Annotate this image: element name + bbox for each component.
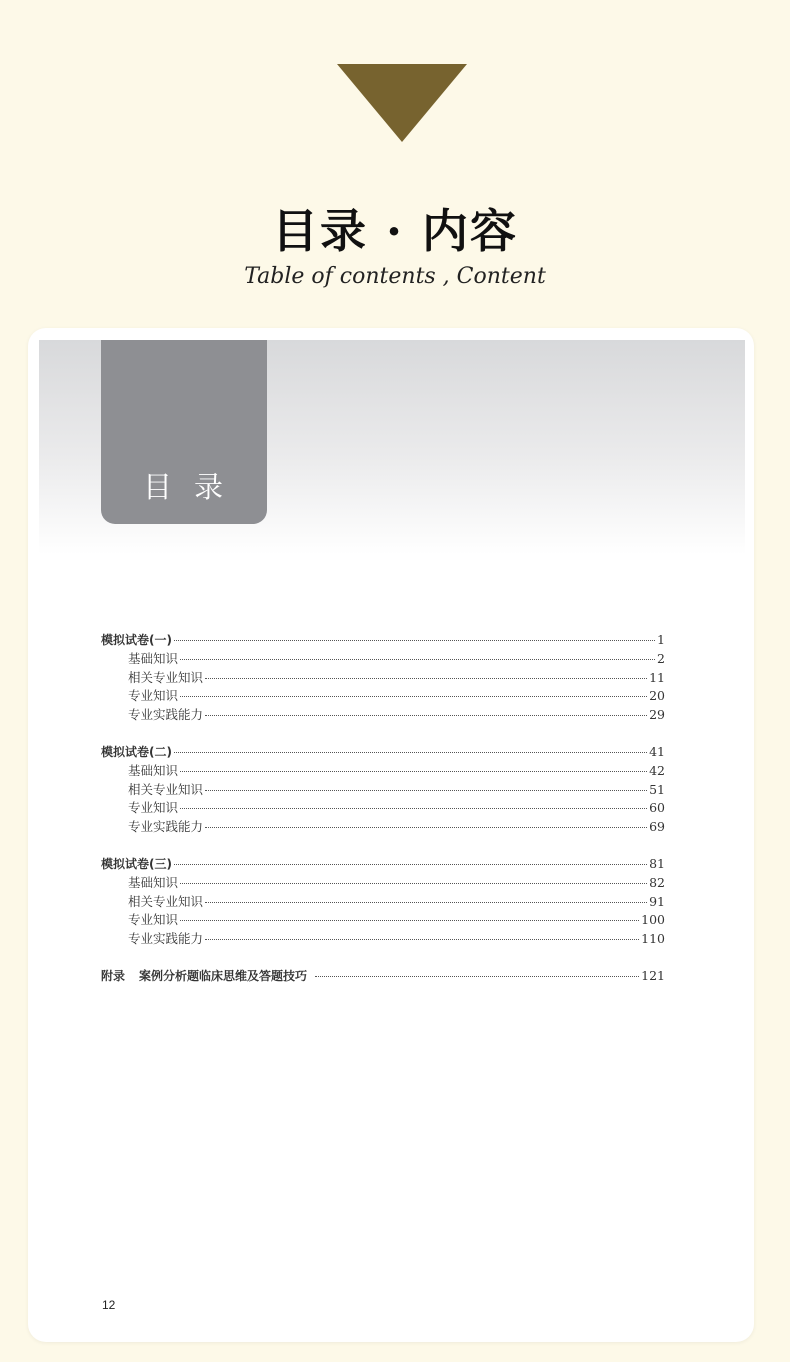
toc-entry[interactable] — [101, 781, 665, 800]
toc-entry-page: 69 — [649, 819, 665, 835]
dot-leader — [180, 658, 655, 660]
dot-leader — [174, 751, 647, 753]
toc-entry-label: 专业实践能力 — [128, 707, 204, 723]
toc-entry-page: 82 — [649, 874, 665, 890]
toc-entry-page: 2 — [657, 650, 665, 666]
decorative-triangle-icon — [337, 64, 467, 142]
dot-leader — [205, 714, 647, 716]
toc-entry-label: 专业知识 — [128, 688, 179, 704]
dot-leader — [180, 695, 647, 697]
toc-section — [101, 855, 665, 949]
dot-leader — [205, 938, 639, 940]
toc-entry[interactable] — [101, 762, 665, 781]
toc-entry[interactable] — [101, 855, 665, 874]
toc-entry-page: 121 — [641, 967, 665, 983]
toc-entry[interactable] — [101, 799, 665, 818]
dot-leader — [180, 919, 639, 921]
toc-entry-label: 专业实践能力 — [128, 819, 204, 835]
page-title: 目录 · 内容 — [271, 204, 519, 258]
toc-entry-label: 基础知识 — [128, 762, 179, 778]
toc-entry[interactable] — [101, 669, 665, 688]
document-card — [28, 328, 754, 1342]
toc-entry[interactable] — [101, 706, 665, 725]
toc-entry-label: 相关专业知识 — [128, 669, 204, 685]
toc-entry[interactable] — [101, 930, 665, 949]
toc-entry-page: 81 — [649, 855, 665, 871]
toc-entry-label: 基础知识 — [128, 874, 179, 890]
dot-leader — [180, 807, 647, 809]
toc-entry-page: 42 — [649, 762, 665, 778]
toc-section — [101, 743, 665, 837]
toc-entry-page: 51 — [649, 781, 665, 797]
toc-entry-page: 20 — [649, 688, 665, 704]
toc-entry[interactable] — [101, 818, 665, 837]
toc-entry-appendix[interactable] — [101, 967, 665, 986]
toc-entry-page: 110 — [641, 931, 665, 947]
toc-entry[interactable] — [101, 893, 665, 912]
toc-entry-label: 专业知识 — [128, 912, 179, 928]
toc-entry-label: 模拟试卷(一) — [101, 633, 172, 647]
toc-entry[interactable] — [101, 874, 665, 893]
toc-entry-page: 11 — [649, 669, 665, 685]
toc-entry-page: 100 — [641, 912, 665, 928]
toc-entry[interactable] — [101, 687, 665, 706]
dot-leader — [315, 975, 639, 977]
toc-entry-label: 相关专业知识 — [128, 893, 204, 909]
toc-tab — [101, 340, 267, 524]
toc-entry[interactable] — [101, 631, 665, 650]
dot-leader — [180, 882, 647, 884]
toc-entry-label: 专业知识 — [128, 800, 179, 816]
toc-entry-page: 41 — [649, 743, 665, 759]
toc-entry[interactable] — [101, 911, 665, 930]
toc-section — [101, 631, 665, 725]
toc-entry-page: 60 — [649, 800, 665, 816]
appendix-prefix: 附录 — [101, 968, 126, 983]
dot-leader — [205, 789, 647, 791]
dot-leader — [174, 639, 655, 641]
dot-leader — [180, 770, 647, 772]
toc-entry-page: 1 — [657, 632, 665, 647]
page-subtitle: Table of contents , Content — [244, 264, 546, 289]
toc-tab-label: 目录 — [142, 470, 245, 504]
toc-entry-page: 91 — [649, 893, 665, 909]
dot-leader — [205, 826, 647, 828]
toc-entry-label: 专业实践能力 — [128, 931, 204, 947]
toc-entry-label: 模拟试卷(二) — [101, 744, 172, 759]
page-number: 12 — [102, 1298, 116, 1312]
toc-entry-page: 29 — [649, 707, 665, 723]
toc-entry-label: 模拟试卷(三) — [101, 856, 172, 871]
dot-leader — [174, 863, 647, 865]
dot-leader — [205, 677, 647, 679]
table-of-contents — [101, 631, 665, 986]
toc-entry-label: 相关专业知识 — [128, 781, 204, 797]
dot-leader — [205, 901, 647, 903]
toc-entry-label: 基础知识 — [128, 650, 179, 666]
toc-entry[interactable] — [101, 743, 665, 762]
toc-entry[interactable] — [101, 650, 665, 669]
appendix-title: 案例分析题临床思维及答题技巧 — [139, 968, 308, 983]
